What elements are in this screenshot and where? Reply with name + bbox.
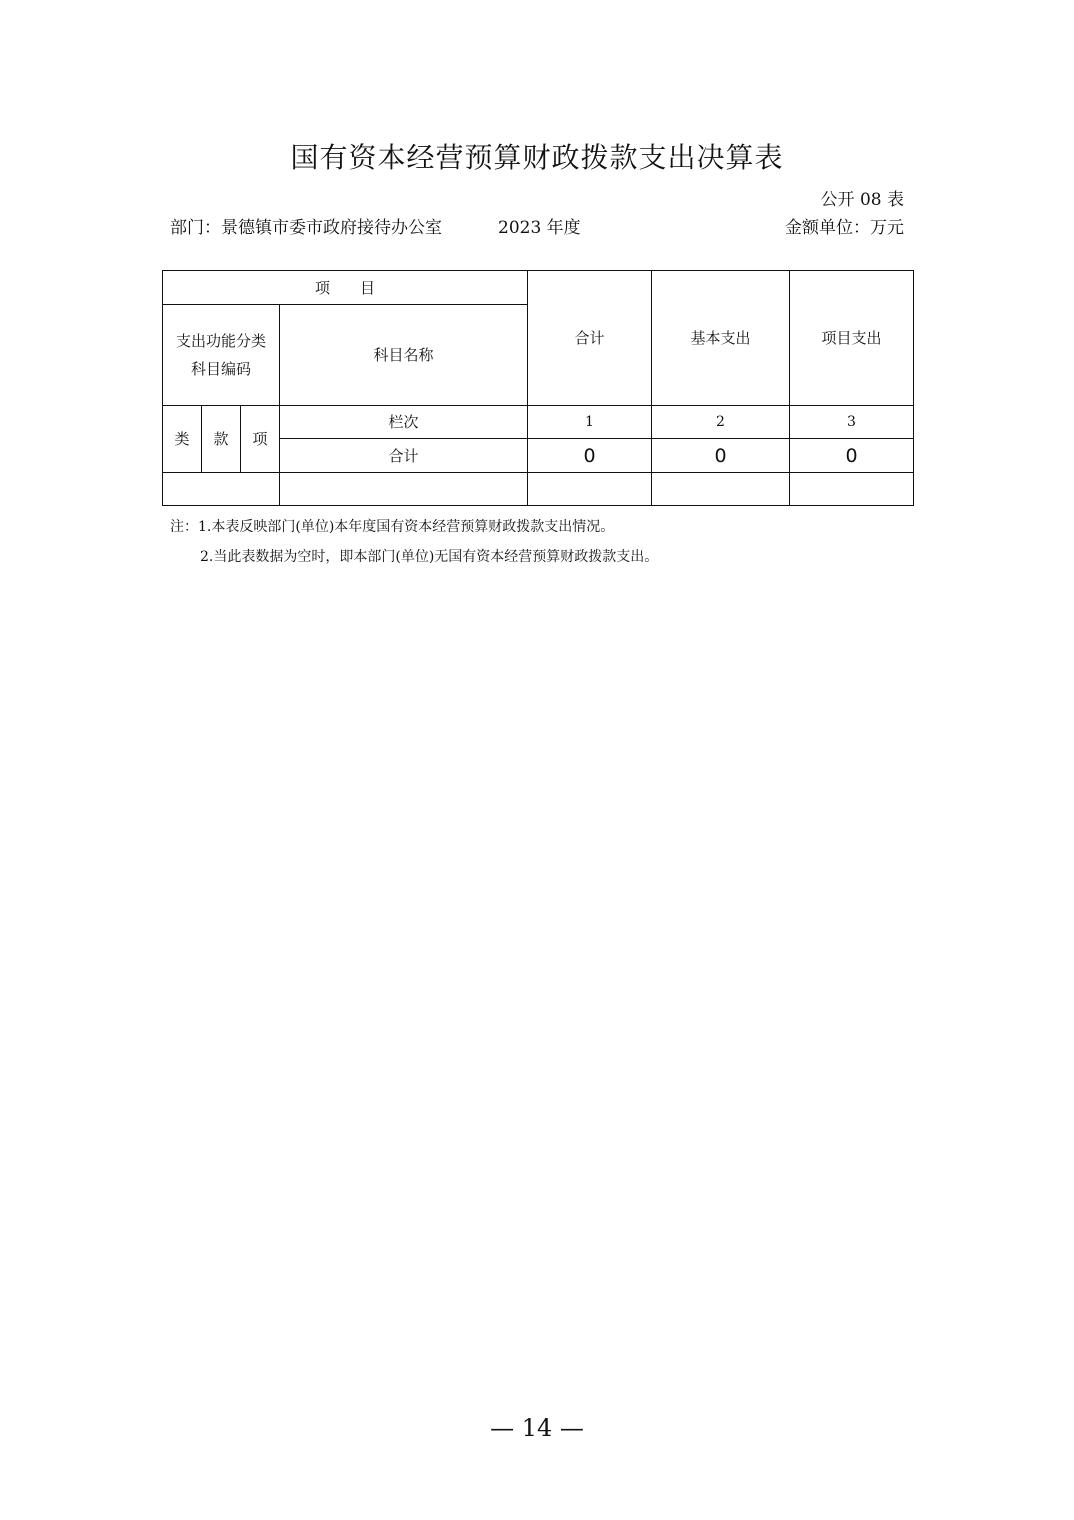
header-project-expenditure: 项目支出	[790, 271, 914, 406]
column-index-3: 3	[790, 406, 914, 439]
header-total: 合计	[528, 271, 652, 406]
column-index-label: 栏次	[280, 406, 528, 439]
fiscal-year: 2023 年度	[498, 218, 581, 238]
table-notes	[170, 512, 658, 572]
document-title: 国有资本经营预算财政拨款支出决算表	[290, 141, 784, 174]
header-xiang: 项	[241, 406, 280, 473]
empty-project-cell	[790, 473, 914, 506]
department-label: 部门：景德镇市委市政府接待办公室	[170, 218, 442, 238]
header-function-code-line2: 科目编码	[190, 360, 251, 378]
header-project: 项 目	[163, 271, 528, 305]
header-kuan: 款	[202, 406, 241, 473]
empty-name-cell	[280, 473, 528, 506]
header-lei: 类	[163, 406, 202, 473]
column-index-2: 2	[652, 406, 790, 439]
total-row-label: 合计	[280, 439, 528, 473]
column-index-1: 1	[528, 406, 652, 439]
empty-code-cell	[163, 473, 280, 506]
total-value-total: 0	[528, 439, 652, 473]
total-value-basic: 0	[652, 439, 790, 473]
header-basic-expenditure: 基本支出	[652, 271, 790, 406]
note-1: 注：1.本表反映部门(单位)本年度国有资本经营预算财政拨款支出情况。	[170, 519, 615, 535]
amount-unit: 金额单位：万元	[785, 218, 904, 238]
expenditure-table	[162, 270, 914, 506]
header-subject-name: 科目名称	[280, 305, 528, 406]
empty-total-cell	[528, 473, 652, 506]
header-function-code-line1: 支出功能分类	[175, 332, 266, 350]
note-2: 2.当此表数据为空时，即本部门(单位)无国有资本经营预算财政拨款支出。	[200, 549, 659, 565]
form-number: 公开 08 表	[820, 190, 904, 210]
empty-basic-cell	[652, 473, 790, 506]
total-value-project: 0	[790, 439, 914, 473]
header-function-code	[163, 305, 280, 406]
page-number: — 14 —	[490, 1414, 584, 1442]
